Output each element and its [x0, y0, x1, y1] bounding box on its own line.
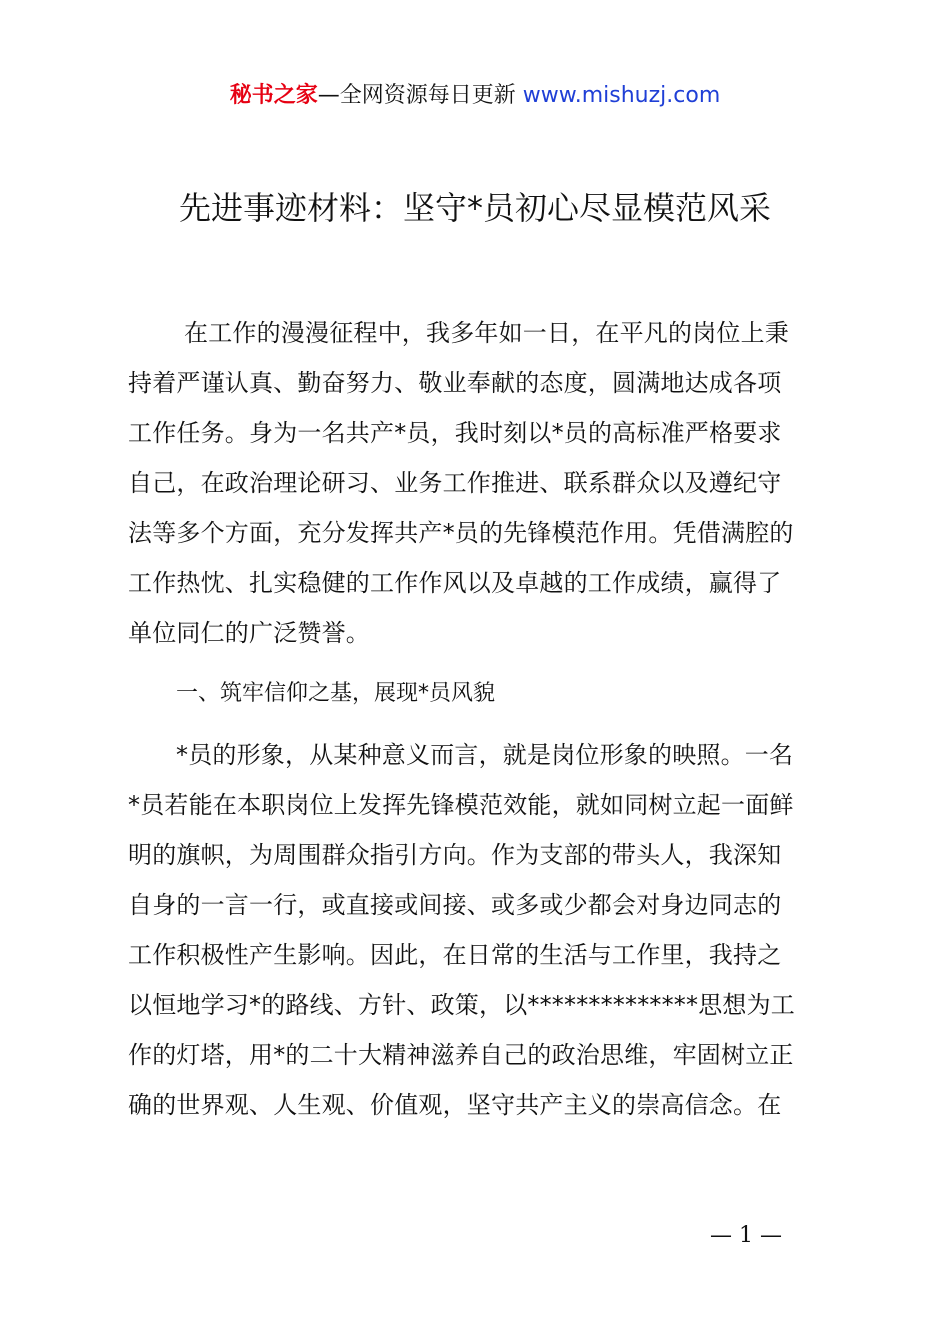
paragraph-line: 作的灯塔，用*的二十大精神滋养自己的政治思维，牢固树立正 — [128, 1041, 794, 1069]
paragraph-line: *员的形象，从某种意义而言，就是岗位形象的映照。一名 — [176, 741, 794, 769]
paragraph-section-1 — [128, 730, 832, 1130]
site-header — [0, 80, 950, 112]
paragraph-intro — [128, 308, 832, 658]
paragraph-line: 确的世界观、人生观、价值观，坚守共产主义的崇高信念。在 — [128, 1091, 782, 1119]
paragraph-line: 自身的一言一行，或直接或间接、或多或少都会对身边同志的 — [128, 891, 782, 919]
paragraph-line: 工作热忱、扎实稳健的工作作风以及卓越的工作成绩，赢得了 — [128, 569, 782, 597]
section-heading: 一、筑牢信仰之基，展现*员风貌 — [176, 681, 496, 706]
paragraph-line: 自己，在政治理论研习、业务工作推进、联系群众以及遵纪守 — [128, 469, 782, 497]
paragraph-line: *员若能在本职岗位上发挥先锋模范效能，就如同树立起一面鲜 — [128, 791, 794, 819]
paragraph-line: 工作任务。身为一名共产*员，我时刻以*员的高标准严格要求 — [128, 419, 782, 447]
brand-name: 秘书之家 — [229, 83, 318, 108]
paragraph-line: 持着严谨认真、勤奋努力、敬业奉献的态度，圆满地达成各项 — [128, 369, 782, 397]
paragraph-line: 工作积极性产生影响。因此，在日常的生活与工作里，我持之 — [128, 941, 782, 969]
paragraph-line: 单位同仁的广泛赞誉。 — [128, 619, 370, 647]
site-url-link[interactable]: www.mishuzj.com — [522, 83, 721, 108]
paragraph-line: 明的旗帜，为周围群众指引方向。作为支部的带头人，我深知 — [128, 841, 782, 869]
header-tagline: —全网资源每日更新 — [317, 83, 523, 108]
document-title: 先进事迹材料：坚守*员初心尽显模范风采 — [178, 189, 771, 227]
paragraph-line: 以恒地学习*的路线、方针、政策，以**************思想为工 — [128, 991, 795, 1019]
paragraph-line: 在工作的漫漫征程中，我多年如一日，在平凡的岗位上秉 — [184, 319, 789, 347]
page-number: — 1 — — [710, 1223, 782, 1248]
paragraph-line: 法等多个方面，充分发挥共产*员的先锋模范作用。凭借满腔的 — [128, 519, 794, 547]
